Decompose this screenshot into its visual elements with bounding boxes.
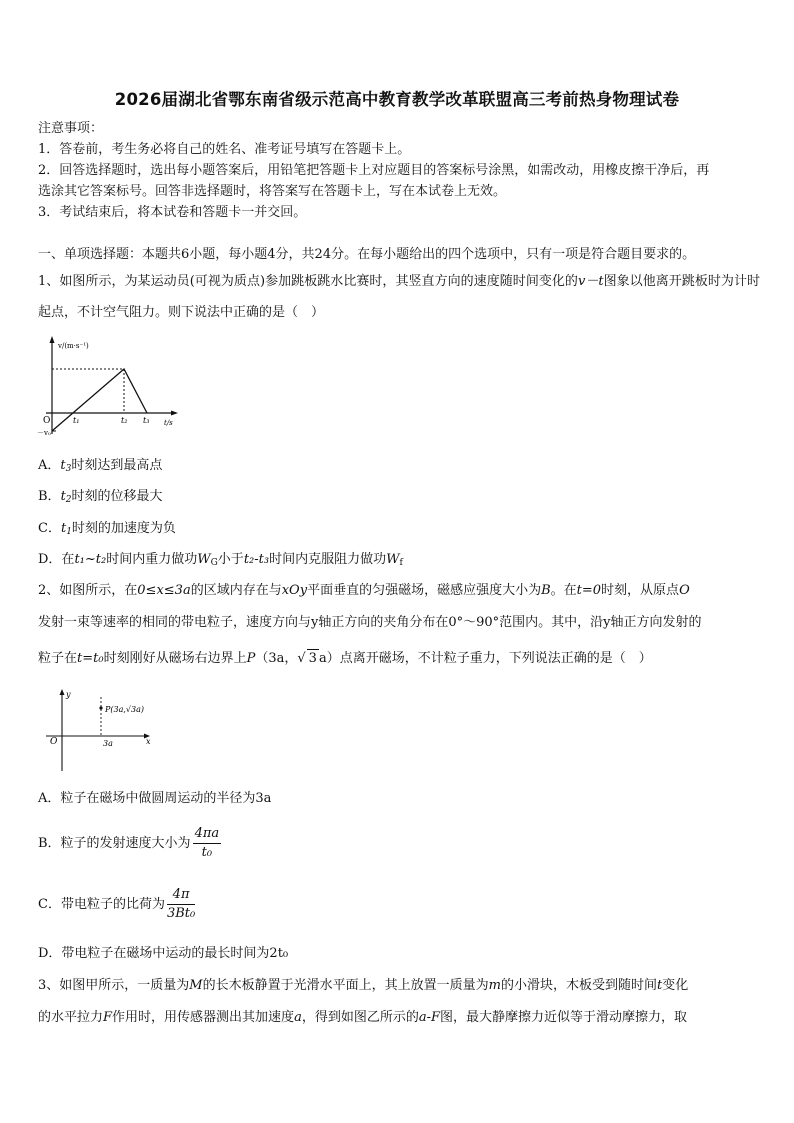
q1-graph-ylabel: v/(m·s⁻¹) — [58, 342, 89, 350]
q2-b-num: 4πa — [193, 825, 222, 844]
q2-graph-x: x — [146, 737, 151, 746]
q2-l1d: 。在 — [550, 583, 577, 598]
q3-line-2 — [38, 1009, 687, 1027]
q1-stem-b: 图象以他离开跳板时为计时起点，不计空气阻力。则下说法中正确的是（ ） — [38, 274, 760, 320]
q1-a-t: t — [60, 458, 66, 473]
q1-option-b[interactable] — [38, 488, 163, 509]
q2-b-den: t₀ — [201, 845, 213, 860]
q3-l1d: 变化 — [662, 978, 689, 993]
q1-d-mid2: 小于 — [217, 552, 244, 567]
section-heading: 一、单项选择题：本题共6小题，每小题4分，共24分。在每小题给出的四个选项中，只有一项是符合题目要求的。 — [38, 247, 696, 262]
q3-line-1 — [38, 977, 688, 995]
q3-F: F — [103, 1010, 113, 1025]
q2-c-fraction — [167, 886, 195, 923]
q2-graph-3a: 3a — [103, 739, 113, 748]
q2-option-b[interactable] — [38, 825, 221, 862]
q1-d-seg1: t₁~t₂ — [74, 552, 107, 567]
q1-c-t: t — [60, 521, 67, 536]
q2-range: 0≤x≤3a — [137, 583, 191, 598]
q3-t: t — [656, 978, 663, 993]
q2-P: P — [246, 651, 256, 666]
q3-l1a: 3、如图甲所示，一质量为 — [38, 978, 190, 993]
notice-heading: 注意事项： — [38, 121, 104, 136]
q1-a-label: A． — [38, 458, 61, 473]
q1-vt-graph — [36, 334, 186, 438]
q1-c-text: 时刻的加速度为负 — [71, 521, 176, 536]
q2-graph-O: O — [50, 737, 58, 747]
q1-d-seg2: t₂-t₃ — [243, 552, 270, 567]
q1-c-sub: 1 — [66, 527, 72, 537]
q1-b-t: t — [60, 489, 66, 504]
q2-t-t0: t=t₀ — [77, 651, 104, 666]
q2-option-a[interactable]: A．粒子在磁场中做圆周运动的半径为3a — [38, 791, 272, 806]
q3-m: m — [488, 978, 501, 993]
q2-c-den: 3Bt₀ — [166, 906, 196, 921]
q2-plane: xOy — [281, 583, 308, 598]
q2-t0eq: t=0 — [576, 583, 602, 598]
q1-graph-neg-v0: －v₀ — [37, 429, 51, 437]
q3-l1c: 的小滑块，木板受到随时间 — [500, 978, 657, 993]
q2-l1b: 的区域内存在与 — [190, 583, 282, 598]
q1-stem-a: 1、如图所示，为某运动员(可视为质点)参加跳板跳水比赛时，其竖直方向的速度随时间变化的 — [38, 274, 578, 289]
q1-d-label: D．在 — [38, 552, 75, 567]
q1-graph-origin: O — [43, 416, 51, 426]
q2-option-c[interactable] — [38, 886, 195, 923]
q1-graph-t1: t₁ — [73, 416, 80, 425]
q2-l1c: 平面垂直的匀强磁场，磁感应强度大小为 — [307, 583, 542, 598]
q2-l1e: 时刻，从原点 — [601, 583, 680, 598]
q2-option-d[interactable]: D．带电粒子在磁场中运动的最长时间为2t₀ — [38, 946, 289, 961]
q2-sqrt: 3 — [308, 651, 317, 666]
q2-line-3: 粒子在t=t₀时刻刚好从磁场右边界上P（3a，√ 3 a）点离开磁场，不计粒子重力，下列说法正确的是（ ） — [38, 651, 652, 666]
q2-l3b: 时刻刚好从磁场右边界上 — [103, 651, 247, 666]
q2-l3c: （3a， — [255, 651, 298, 666]
q2-graph-point-label: P(3a,√3a) — [105, 705, 144, 714]
q2-field-graph — [42, 687, 160, 775]
q1-b-sub: 2 — [65, 495, 72, 505]
q3-a: a — [294, 1010, 302, 1025]
q2-c-num: 4π — [167, 886, 195, 905]
q2-l3d: a）点离开磁场，不计粒子重力，下列说法正确的是（ ） — [318, 651, 652, 666]
q1-d-w-sub: G — [210, 558, 218, 568]
exam-title: 2026届湖北省鄂东南省级示范高中教育教学改革联盟高三考前热身物理试卷 — [114, 90, 680, 109]
question-1-stem — [38, 266, 760, 328]
q2-l3a: 粒子在 — [38, 651, 78, 666]
q1-d-mid: 时间内重力做功 — [106, 552, 198, 567]
q3-M: M — [189, 978, 203, 993]
q2-line-2: 发射一束等速率的相同的带电粒子，速度方向与y轴正方向的夹角分布在0°～90°范围内。其中，沿y轴正方向发射的 — [38, 615, 702, 630]
q3-l2b: 作用时，用传感器测出其加速度 — [112, 1010, 295, 1025]
notice-item-3: 3．考试结束后，将本试卷和答题卡一并交回。 — [38, 205, 307, 220]
q1-graph-xlabel: t/s — [164, 419, 173, 427]
q1-graph-t2: t₂ — [121, 416, 128, 425]
q1-a-sub: 3 — [65, 464, 72, 474]
q2-c-text: C．带电粒子的比荷为 — [38, 897, 165, 912]
q1-d-wf: W — [386, 552, 400, 567]
q1-a-text: 时刻达到最高点 — [71, 458, 163, 473]
q2-b-fraction — [193, 825, 222, 862]
q1-graph-t3: t₃ — [143, 416, 150, 425]
q2-B: B — [541, 583, 551, 598]
q1-option-a[interactable] — [38, 457, 162, 478]
q3-l2c: ，得到如图乙所示的 — [301, 1010, 419, 1025]
q1-d-wf-sub: f — [399, 558, 403, 568]
q3-l2a: 的水平拉力 — [38, 1010, 104, 1025]
q3-l2d: 图，最大静摩擦力近似等于滑动摩擦力，取 — [440, 1010, 688, 1025]
q1-b-text: 时刻的位移最大 — [71, 489, 163, 504]
q1-b-label: B． — [38, 489, 61, 504]
q2-l1a: 2、如图所示，在 — [38, 583, 138, 598]
notice-item-1: 1．答卷前，考生务必将自己的姓名、准考证号填写在答题卡上。 — [38, 142, 411, 157]
q3-aF: a-F — [418, 1010, 441, 1025]
q1-c-label: C． — [38, 521, 61, 536]
q2-graph-y: y — [66, 690, 71, 699]
q1-option-d[interactable] — [38, 551, 403, 572]
notice-item-2: 2．回答选择题时，选出每小题答案后，用铅笔把答题卡上对应题目的答案标号涂黑，如需改动，用橡皮擦干净后，再 — [38, 163, 710, 178]
q2-b-text: B．粒子的发射速度大小为 — [38, 836, 191, 851]
q3-l1b: 的长木板静置于光滑水平面上，其上放置一质量为 — [202, 978, 489, 993]
q1-option-c[interactable] — [38, 520, 176, 541]
q2-O: O — [679, 583, 690, 598]
q1-vt: v－t — [577, 274, 604, 289]
notice-item-2-cont: 选涂其它答案标号。回答非选择题时，将答案写在答题卡上，写在本试卷上无效。 — [38, 184, 507, 199]
q2-line-1 — [38, 582, 690, 600]
q1-d-mid3: 时间内克服阻力做功 — [269, 552, 387, 567]
q1-d-w: W — [197, 552, 211, 567]
